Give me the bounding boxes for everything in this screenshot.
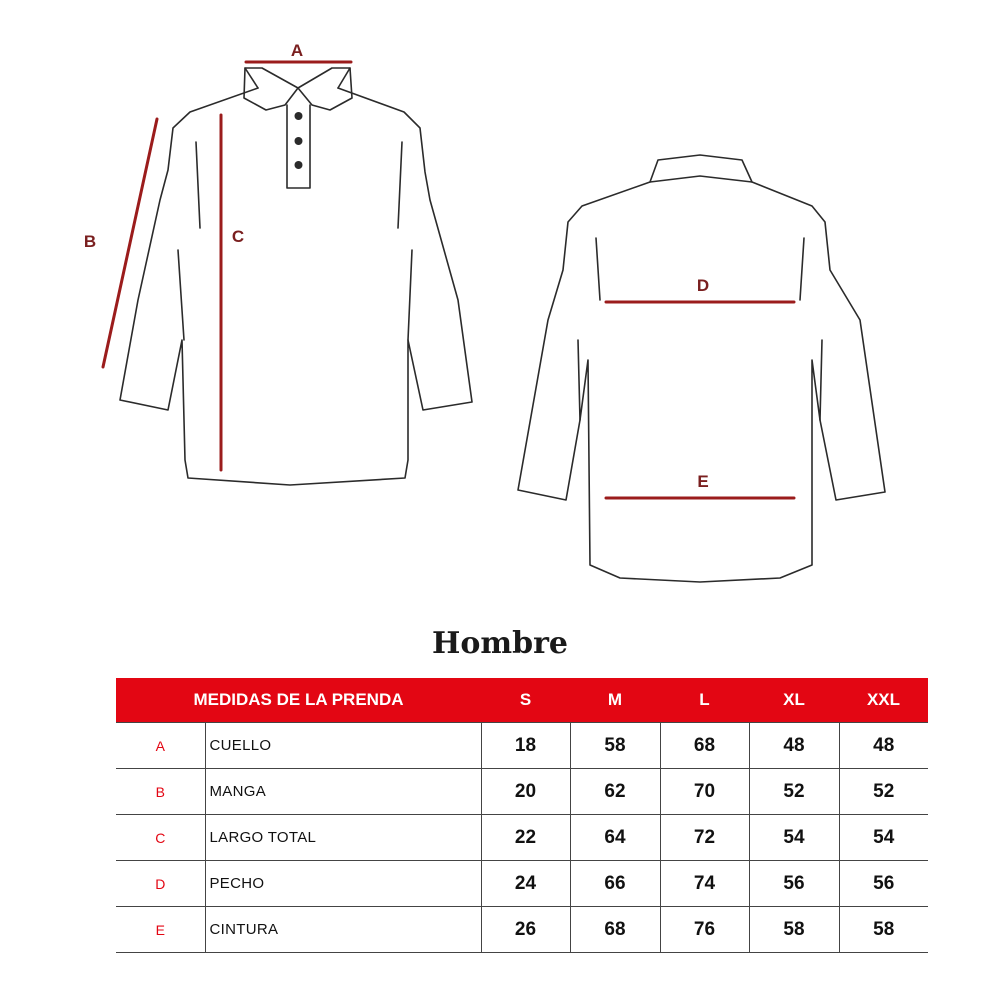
- value-cell: 58: [839, 907, 928, 953]
- row-code: D: [116, 861, 205, 907]
- back-shirt-drawing: [518, 155, 885, 582]
- value-cell: 54: [749, 815, 839, 861]
- dimension-label-a: A: [290, 41, 304, 60]
- row-label: PECHO: [205, 861, 481, 907]
- row-code: B: [116, 769, 205, 815]
- header-size-m: M: [570, 678, 660, 723]
- table-row: [116, 769, 928, 815]
- header-size-s: S: [481, 678, 570, 723]
- value-cell: 24: [481, 861, 570, 907]
- value-cell: 56: [839, 861, 928, 907]
- front-buttons: [295, 112, 303, 169]
- dimension-label-d: D: [696, 276, 710, 295]
- value-cell: 68: [660, 723, 749, 769]
- value-cell: 22: [481, 815, 570, 861]
- row-label: MANGA: [205, 769, 481, 815]
- button-icon: [295, 112, 303, 120]
- header-measure-label: MEDIDAS DE LA PRENDA: [116, 678, 481, 723]
- measure-line-b: [103, 119, 157, 367]
- value-cell: 52: [749, 769, 839, 815]
- table-row: [116, 861, 928, 907]
- table-header-row: [116, 678, 928, 723]
- table-body: [116, 723, 928, 953]
- value-cell: 76: [660, 907, 749, 953]
- dimension-label-e: E: [697, 472, 709, 491]
- dimension-label-c: C: [231, 227, 245, 246]
- value-cell: 58: [570, 723, 660, 769]
- row-label: CINTURA: [205, 907, 481, 953]
- page-title: Hombre: [432, 626, 568, 661]
- button-icon: [295, 161, 303, 169]
- table-row: [116, 907, 928, 953]
- value-cell: 74: [660, 861, 749, 907]
- value-cell: 72: [660, 815, 749, 861]
- dimension-label-b: B: [83, 232, 97, 251]
- row-code: C: [116, 815, 205, 861]
- table-row: [116, 723, 928, 769]
- size-chart-table: [116, 678, 928, 953]
- value-cell: 48: [839, 723, 928, 769]
- measurement-lines: [103, 62, 794, 498]
- row-code: A: [116, 723, 205, 769]
- row-label: LARGO TOTAL: [205, 815, 481, 861]
- value-cell: 54: [839, 815, 928, 861]
- value-cell: 48: [749, 723, 839, 769]
- value-cell: 18: [481, 723, 570, 769]
- header-size-xl: XL: [749, 678, 839, 723]
- value-cell: 26: [481, 907, 570, 953]
- value-cell: 20: [481, 769, 570, 815]
- table-row: [116, 815, 928, 861]
- button-icon: [295, 137, 303, 145]
- row-label: CUELLO: [205, 723, 481, 769]
- value-cell: 62: [570, 769, 660, 815]
- value-cell: 66: [570, 861, 660, 907]
- front-shirt-drawing: [120, 68, 472, 485]
- value-cell: 56: [749, 861, 839, 907]
- row-code: E: [116, 907, 205, 953]
- value-cell: 68: [570, 907, 660, 953]
- value-cell: 70: [660, 769, 749, 815]
- value-cell: 52: [839, 769, 928, 815]
- value-cell: 64: [570, 815, 660, 861]
- value-cell: 58: [749, 907, 839, 953]
- header-size-l: L: [660, 678, 749, 723]
- header-size-xxl: XXL: [839, 678, 928, 723]
